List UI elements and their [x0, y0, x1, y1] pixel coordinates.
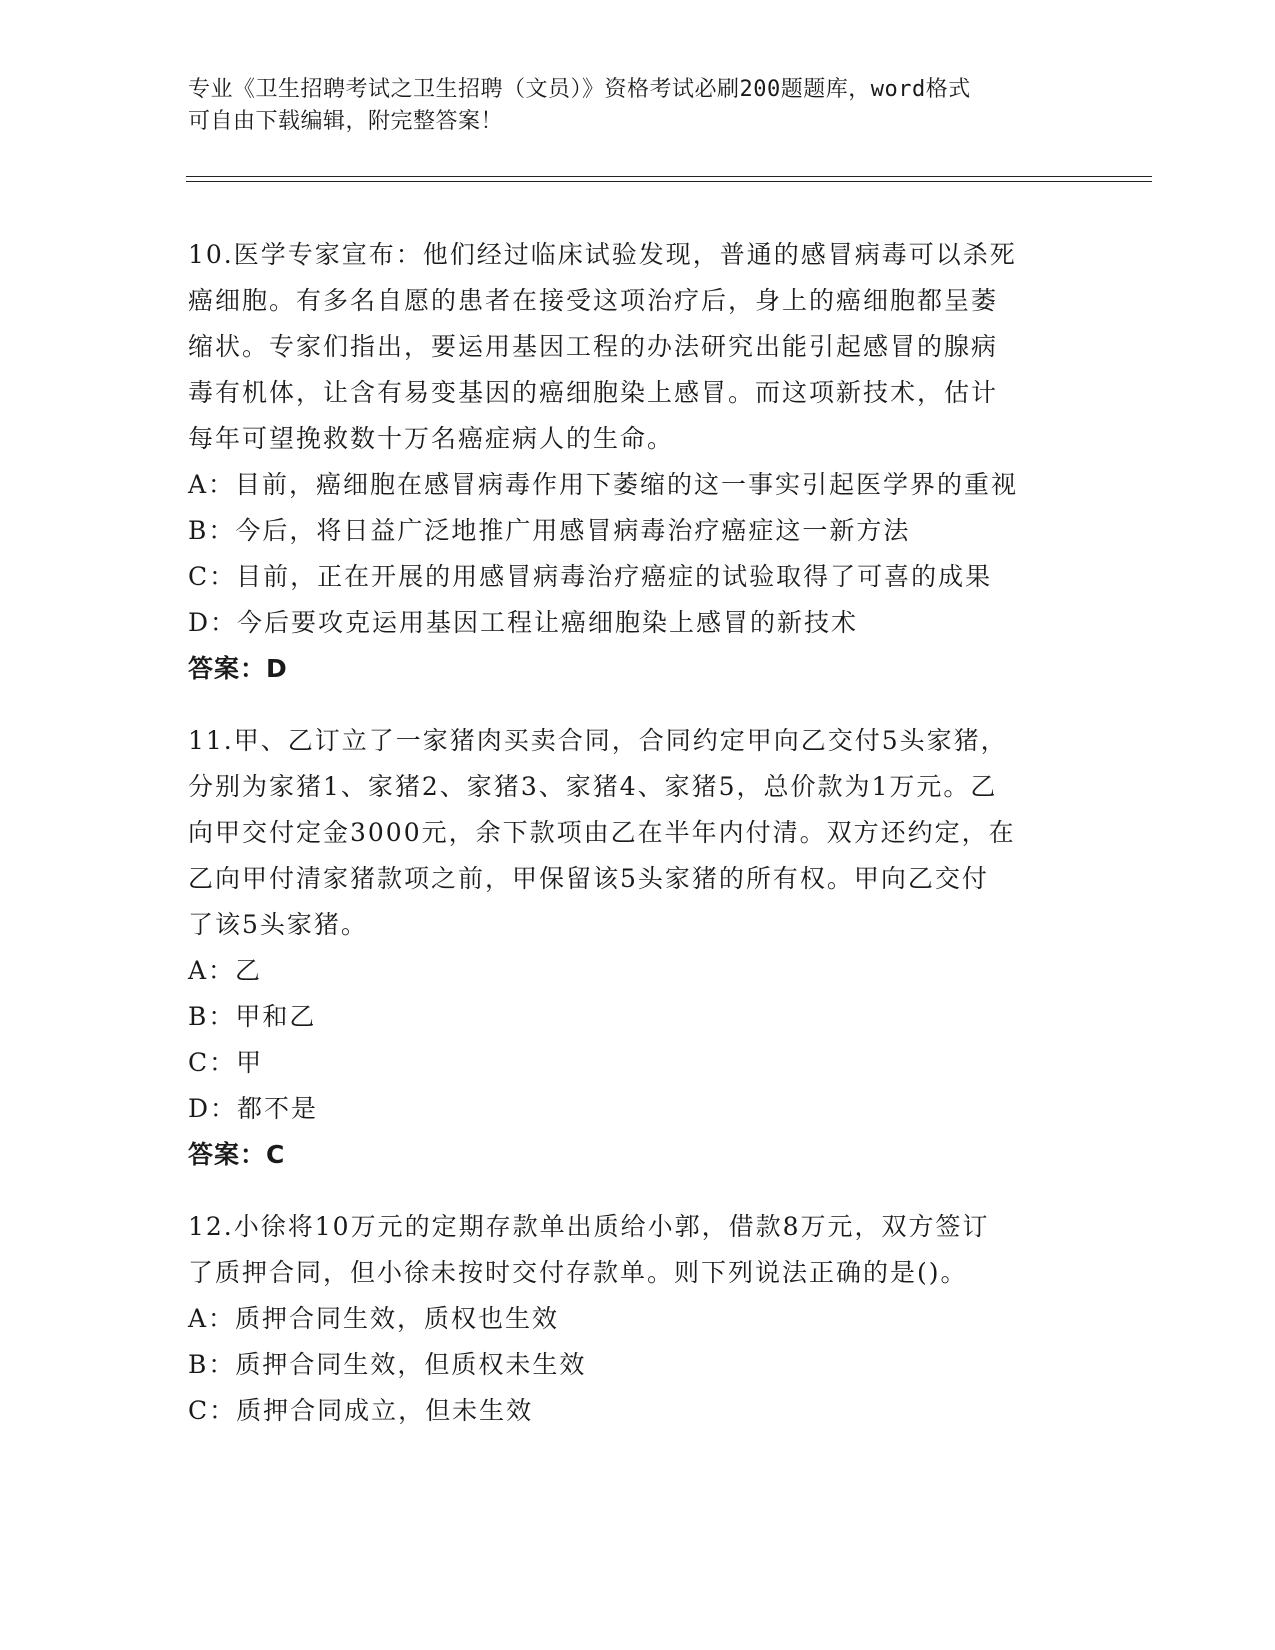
option-a: A：质押合同生效，质权也生效 — [188, 1304, 560, 1333]
document-header — [188, 74, 1068, 138]
option-c: C：质押合同成立，但未生效 — [188, 1396, 534, 1425]
option-d: D：今后要攻克运用基因工程让癌细胞染上感冒的新技术 — [188, 608, 859, 637]
question-11 — [188, 718, 1088, 1178]
question-text-line: 了该5头家猪。 — [188, 910, 368, 939]
question-text-line: 12.小徐将10万元的定期存款单出质给小郭，借款8万元，双方签订 — [188, 1212, 990, 1241]
option-c: C：目前，正在开展的用感冒病毒治疗癌症的试验取得了可喜的成果 — [188, 562, 993, 591]
header-title-line-2: 可自由下载编辑，附完整答案！ — [188, 109, 504, 134]
question-text-line: 向甲交付定金3000元，余下款项由乙在半年内付清。双方还约定，在 — [188, 818, 1016, 847]
question-text-line: 分别为家猪1、家猪2、家猪3、家猪4、家猪5，总价款为1万元。乙 — [188, 772, 998, 801]
question-text-line: 毒有机体，让含有易变基因的癌细胞染上感冒。而这项新技术，估计 — [188, 378, 999, 407]
question-text-line: 癌细胞。有多名自愿的患者在接受这项治疗后，身上的癌细胞都呈萎 — [188, 286, 999, 315]
question-text-line: 乙向甲付清家猪款项之前，甲保留该5头家猪的所有权。甲向乙交付 — [188, 864, 989, 893]
option-a: A：乙 — [188, 956, 263, 985]
question-12 — [188, 1204, 1088, 1434]
question-10 — [188, 232, 1088, 692]
option-c: C：甲 — [188, 1048, 264, 1077]
answer: 答案：C — [188, 1140, 286, 1169]
question-text-line: 每年可望挽救数十万名癌症病人的生命。 — [188, 424, 675, 453]
option-b: B：甲和乙 — [188, 1002, 317, 1031]
option-b: B：今后，将日益广泛地推广用感冒病毒治疗癌症这一新方法 — [188, 516, 911, 545]
option-a: A：目前，癌细胞在感冒病毒作用下萎缩的这一事实引起医学界的重视 — [188, 470, 1019, 499]
question-text-line: 11.甲、乙订立了一家猪肉买卖合同，合同约定甲向乙交付5头家猪， — [188, 726, 1008, 755]
question-text-line: 10.医学专家宣布：他们经过临床试验发现，普通的感冒病毒可以杀死 — [188, 240, 1017, 269]
option-d: D：都不是 — [188, 1094, 319, 1123]
answer: 答案：D — [188, 654, 288, 683]
header-divider — [186, 176, 1152, 182]
header-title-line-1: 专业《卫生招聘考试之卫生招聘（文员）》资格考试必刷200题题库，word格式 — [188, 77, 971, 102]
question-text-line: 缩状。专家们指出，要运用基因工程的办法研究出能引起感冒的腺病 — [188, 332, 999, 361]
question-text-line: 了质押合同，但小徐未按时交付存款单。则下列说法正确的是()。 — [188, 1258, 968, 1287]
option-b: B：质押合同生效，但质权未生效 — [188, 1350, 587, 1379]
question-list — [188, 232, 1088, 1460]
